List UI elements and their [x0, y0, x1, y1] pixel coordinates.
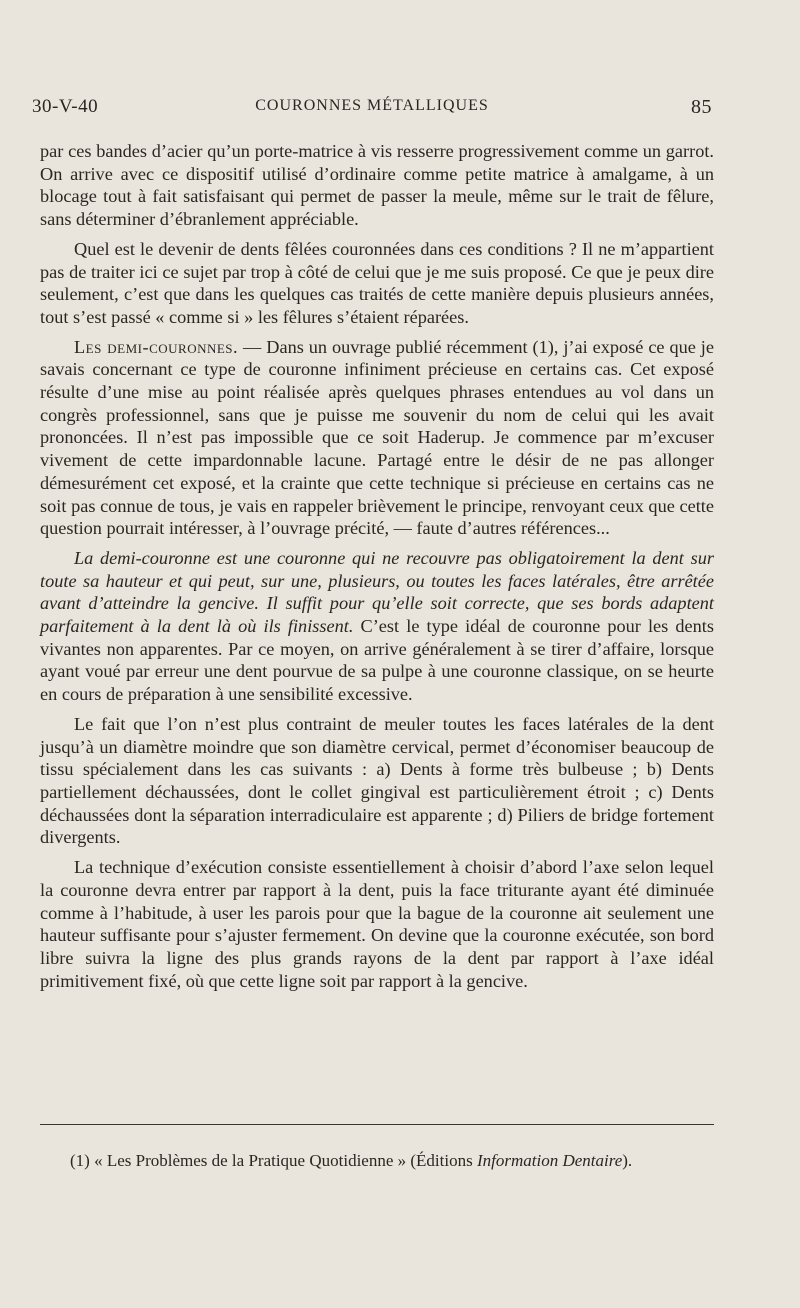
- footnote-rule: [40, 1124, 714, 1125]
- header-title: COURONNES MÉTALLIQUES: [255, 97, 489, 114]
- paragraph-3: [40, 336, 714, 540]
- page-number: 85: [691, 96, 712, 118]
- paragraph-3-text: — Dans un ouvrage publié récemment (1), j’ai exposé ce que je savais concernant ce type de couronne infiniment précieuse en certains cas. Cet exposé résulte d’une mise au point réalisée après quelques phrases entendues au vol dans un congrès professionnel, sans que je puisse me souvenir du nom de celui qui les avait prononcées. Il n’est pas impossible que ce soit Haderup. Je commence par m’excuser vivement de cette impardonnable lacune. Partagé entre le désir de ne pas allonger démesurément cet exposé, et la crainte que cette technique si précieuse en certains cas ne soit pas connue de tous, je vais en rappeler brièvement le principe, renvoyant ceux que cette question pourrait intéresser, à l’ouvrage précité, — faute d’autres références...: [40, 336, 714, 539]
- footnote-italic: Information Dentaire: [476, 1151, 623, 1170]
- paragraph-2: Quel est le devenir de dents fêlées couronnées dans ces conditions ? Il ne m’appartient pas de traiter ici ce sujet par trop à côté de celui que je me suis proposé. Ce que je peux dire seulement, c’est que dans les quelques cas traités de cette manière depuis plusieurs années, tout s’est passé « comme si » les fêlures s’étaient réparées.: [40, 238, 714, 327]
- footnote-text: (1) « Les Problèmes de la Pratique Quotidienne » (Éditions: [70, 1151, 477, 1170]
- paragraph-1: par ces bandes d’acier qu’un porte-matrice à vis resserre progressivement comme un garrot. On arrive avec ce dispositif utilisé d’ordinaire comme petite matrice à amalgame, à un blocage tout à fait satisfaisant qui permet de passer la meule, même sur le trait de fêlure, sans déterminer d’ébranlement appréciable.: [40, 141, 714, 230]
- definition-italic: La demi-couronne est une couronne qui ne recouvre pas obligatoirement la dent sur toute sa hauteur et qui peut, sur une, plusieurs, ou toutes les faces latérales, être arrêtée avant d’atteindre la gencive. Il suffit pour qu’elle soit correcte, que ses bords adaptent parfaitement à la dent là où ils finissent.: [40, 547, 714, 637]
- paragraph-5: Le fait que l’on n’est plus contraint de meuler toutes les faces latérales de la dent jusqu’à un diamètre moindre que son diamètre cervical, permet d’économiser beaucoup de tissu spécialement dans les cas suivants : a) Dents à forme très bulbeuse ; b) Dents partiellement déchaussées, dont le collet gingival est particulièrement étroit ; c) Dents déchaussées dont la séparation interradiculaire est apparente ; d) Piliers de bridge fortement divergents.: [40, 713, 714, 848]
- paragraph-4: [40, 547, 714, 706]
- paragraph-4-text: C’est le type idéal de couronne pour les dents vivantes non apparentes. Par ce moyen, on arrive généralement à se tirer d’affaire, lorsque ayant voué par erreur une dent pourvue de sa pulpe à une couronne classique, on se heurte en cours de préparation à une sensibilité excessive.: [40, 616, 714, 705]
- header-date: 30-V-40: [32, 96, 99, 117]
- paragraph-6: La technique d’exécution consiste essentiellement à choisir d’abord l’axe selon lequel la couronne devra entrer par rapport à la dent, puis la face triturante ayant été diminuée comme à l’habitude, à user les parois pour que la bague de la couronne ait seulement une hauteur suffisante pour s’ajuster fermement. On devine que la couronne exécutée, son bord libre suivra la ligne des plus grands rayons de la dent par rapport à l’axe idéal primitivement fixé, où que cette ligne soit par rapport à la gencive.: [40, 857, 714, 991]
- section-heading: Les demi-couronnes.: [74, 336, 239, 357]
- footnote-end: ).: [622, 1151, 633, 1170]
- body-text: [40, 140, 714, 999]
- footnote: [40, 1150, 714, 1172]
